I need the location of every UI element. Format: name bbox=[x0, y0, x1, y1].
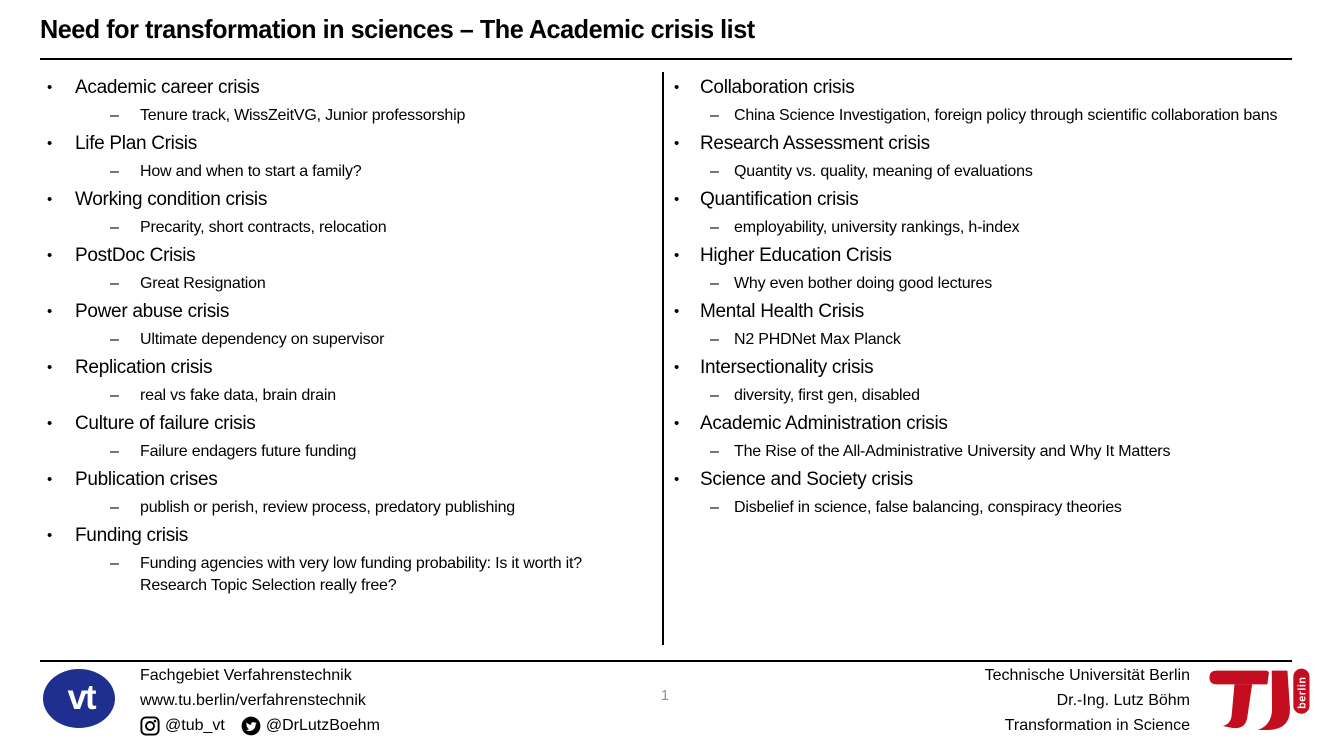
bullet-icon: • bbox=[674, 415, 679, 432]
bullet-item bbox=[674, 356, 1288, 380]
tu-logo-label: berlin bbox=[1296, 676, 1309, 709]
bullet-icon: • bbox=[674, 79, 679, 96]
page-number: 1 bbox=[660, 687, 670, 704]
sub-bullet-item bbox=[674, 385, 1288, 407]
bullet-item bbox=[674, 300, 1288, 324]
crisis-detail: Failure endagers future funding bbox=[140, 443, 357, 460]
instagram-handle: @tub_vt bbox=[165, 717, 225, 734]
sub-bullet-item bbox=[40, 105, 632, 127]
bullet-icon: • bbox=[47, 303, 52, 320]
dash-icon: – bbox=[110, 275, 119, 292]
bullet-icon: • bbox=[47, 247, 52, 264]
bullet-item bbox=[674, 188, 1288, 212]
crisis-detail: Quantity vs. quality, meaning of evaluations bbox=[734, 163, 1033, 180]
crisis-label: Academic career crisis bbox=[75, 77, 260, 98]
crisis-detail: diversity, first gen, disabled bbox=[734, 387, 920, 404]
crisis-label: Funding crisis bbox=[75, 525, 189, 546]
crisis-detail: Great Resignation bbox=[140, 275, 266, 292]
sub-bullet-item bbox=[40, 329, 632, 351]
crisis-detail: real vs fake data, brain drain bbox=[140, 387, 336, 404]
crisis-label: Academic Administration crisis bbox=[700, 413, 948, 434]
crisis-label: Research Assessment crisis bbox=[700, 133, 930, 154]
crisis-detail: Disbelief in science, false balancing, conspiracy theories bbox=[734, 499, 1122, 516]
crisis-detail: N2 PHDNet Max Planck bbox=[734, 331, 901, 348]
dash-icon: – bbox=[710, 499, 719, 516]
bullet-icon: • bbox=[47, 415, 52, 432]
sub-bullet-item bbox=[674, 273, 1288, 295]
bullet-icon: • bbox=[47, 359, 52, 376]
tu-berlin-logo bbox=[1207, 667, 1310, 737]
footer-left bbox=[140, 663, 380, 738]
bullet-icon: • bbox=[674, 303, 679, 320]
dash-icon: – bbox=[110, 107, 119, 124]
dash-icon: – bbox=[110, 219, 119, 236]
crisis-detail: employability, university rankings, h-index bbox=[734, 219, 1020, 236]
dash-icon: – bbox=[710, 107, 719, 124]
bullet-icon: • bbox=[674, 471, 679, 488]
bullet-icon: • bbox=[674, 191, 679, 208]
crisis-detail: China Science Investigation, foreign policy through scientific collaboration bans bbox=[734, 107, 1278, 124]
sub-bullet-item bbox=[40, 497, 632, 519]
footer-url: www.tu.berlin/verfahrenstechnik bbox=[140, 692, 366, 709]
crisis-label: Publication crises bbox=[75, 469, 218, 490]
bullet-item bbox=[40, 468, 632, 492]
slide-title: Need for transformation in sciences – The Academic crisis list bbox=[40, 14, 755, 44]
footer-author: Dr.-Ing. Lutz Böhm bbox=[1056, 692, 1190, 709]
crisis-label: Mental Health Crisis bbox=[700, 301, 864, 322]
bullet-icon: • bbox=[674, 135, 679, 152]
sub-bullet-item bbox=[674, 441, 1288, 463]
instagram-icon bbox=[140, 716, 160, 736]
vt-logo bbox=[43, 669, 115, 728]
sub-bullet-item bbox=[674, 105, 1288, 127]
bullet-icon: • bbox=[47, 527, 52, 544]
dash-icon: – bbox=[710, 331, 719, 348]
dash-icon: – bbox=[110, 387, 119, 404]
bullet-item bbox=[674, 132, 1288, 156]
footer-department: Fachgebiet Verfahrenstechnik bbox=[140, 667, 352, 684]
bullet-item bbox=[674, 412, 1288, 436]
bullet-item bbox=[674, 76, 1288, 100]
bullet-icon: • bbox=[674, 359, 679, 376]
crisis-label: Intersectionality crisis bbox=[700, 357, 874, 378]
crisis-label: Power abuse crisis bbox=[75, 301, 230, 322]
crisis-detail: How and when to start a family? bbox=[140, 163, 362, 180]
crisis-detail: Precarity, short contracts, relocation bbox=[140, 219, 387, 236]
dash-icon: – bbox=[110, 499, 119, 516]
bullet-item bbox=[674, 468, 1288, 492]
right-column bbox=[674, 76, 1288, 524]
footer-divider bbox=[40, 660, 1292, 662]
title-underline bbox=[40, 58, 1292, 60]
dash-icon: – bbox=[710, 163, 719, 180]
bullet-item bbox=[40, 300, 632, 324]
bullet-item bbox=[40, 244, 632, 268]
dash-icon: – bbox=[110, 163, 119, 180]
crisis-detail: Why even bother doing good lectures bbox=[734, 275, 993, 292]
crisis-detail: Funding agencies with very low funding probability: Is it worth it? Research Topic Selection really free? bbox=[140, 555, 582, 594]
crisis-detail: publish or perish, review process, predatory publishing bbox=[140, 499, 515, 516]
sub-bullet-item bbox=[40, 161, 632, 183]
bullet-icon: • bbox=[674, 247, 679, 264]
bullet-icon: • bbox=[47, 135, 52, 152]
bullet-item bbox=[674, 244, 1288, 268]
sub-bullet-item bbox=[40, 385, 632, 407]
sub-bullet-item bbox=[674, 497, 1288, 519]
bullet-item bbox=[40, 132, 632, 156]
crisis-detail: The Rise of the All-Administrative University and Why It Matters bbox=[734, 443, 1171, 460]
bullet-icon: • bbox=[47, 471, 52, 488]
footer-university: Technische Universität Berlin bbox=[984, 667, 1190, 684]
bullet-icon: • bbox=[47, 191, 52, 208]
crisis-label: PostDoc Crisis bbox=[75, 245, 196, 266]
crisis-label: Replication crisis bbox=[75, 357, 213, 378]
crisis-detail: Tenure track, WissZeitVG, Junior professorship bbox=[140, 107, 466, 124]
crisis-detail: Ultimate dependency on supervisor bbox=[140, 331, 385, 348]
crisis-label: Culture of failure crisis bbox=[75, 413, 256, 434]
footer-course: Transformation in Science bbox=[1004, 717, 1190, 734]
crisis-label: Science and Society crisis bbox=[700, 469, 913, 490]
sub-bullet-item bbox=[40, 273, 632, 295]
column-divider bbox=[662, 72, 664, 645]
dash-icon: – bbox=[710, 387, 719, 404]
dash-icon: – bbox=[710, 219, 719, 236]
vt-logo-text: vt bbox=[67, 677, 95, 717]
crisis-label: Collaboration crisis bbox=[700, 77, 855, 98]
sub-bullet-item bbox=[40, 217, 632, 239]
sub-bullet-item bbox=[674, 161, 1288, 183]
bullet-icon: • bbox=[47, 79, 52, 96]
dash-icon: – bbox=[110, 331, 119, 348]
crisis-label: Higher Education Crisis bbox=[700, 245, 892, 266]
dash-icon: – bbox=[710, 443, 719, 460]
twitter-icon bbox=[241, 716, 261, 736]
sub-bullet-item bbox=[674, 217, 1288, 239]
crisis-label: Life Plan Crisis bbox=[75, 133, 197, 154]
footer-right bbox=[985, 663, 1190, 738]
sub-bullet-item bbox=[674, 329, 1288, 351]
bullet-item bbox=[40, 356, 632, 380]
dash-icon: – bbox=[110, 443, 119, 460]
crisis-label: Working condition crisis bbox=[75, 189, 268, 210]
left-column bbox=[40, 76, 632, 602]
bullet-item bbox=[40, 524, 632, 548]
bullet-item bbox=[40, 412, 632, 436]
bullet-item bbox=[40, 76, 632, 100]
twitter-handle: @DrLutzBoehm bbox=[265, 717, 380, 734]
bullet-item bbox=[40, 188, 632, 212]
sub-bullet-item bbox=[40, 553, 632, 597]
crisis-label: Quantification crisis bbox=[700, 189, 859, 210]
dash-icon: – bbox=[110, 555, 119, 572]
dash-icon: – bbox=[710, 275, 719, 292]
sub-bullet-item bbox=[40, 441, 632, 463]
